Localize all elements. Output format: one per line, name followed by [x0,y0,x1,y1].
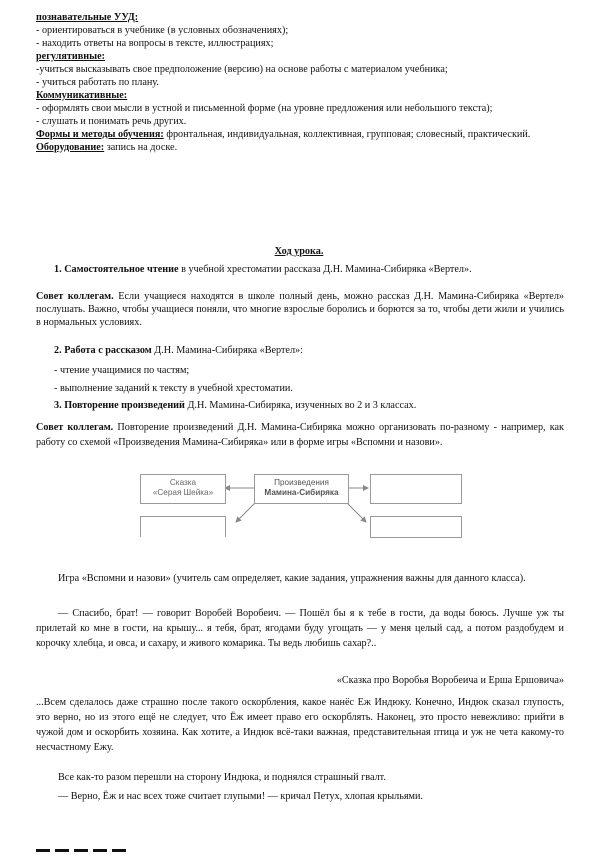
step-text: Д.Н. Мамина-Сибиряка, изученных во 2 и 3 классах. [184,400,417,411]
diagram-box-grey-neck [140,474,226,504]
regulatory-heading: регулятивные: [36,51,105,62]
quote-2-line: Все как-то разом перешли на сторону Индюка, и поднялся страшный гвалт. [58,772,386,783]
advice-text: Если учащиеся находятся в школе полный день, можно рассказ Д.Н. Мамина-Сибиряка «Вертел» послушать. Важно, чтобы учащиеся поняли, что многие взрослые боролись и борются за то, чтобы дети жили и учились в нормальных условиях. [36,291,565,328]
diagram-box-empty [370,474,462,504]
step-text: Д.Н. Мамина-Сибиряка «Вертел»: [151,345,303,356]
cognitive-heading: познавательные УУД: [36,12,139,23]
quote-2: ...Всем сделалось даже страшно после такого оскорбления, какое нанёс Еж Индюку. Конечно, Индюк сказал глупость, это верно, но из этого ещё не следует, что Ёж имеет право его оскорблять. Наконец, это просто невежливо: прийти в чужой дом и оскорбить хозяина. Как хотите, а Индюк всё-таки важная, представительная птица и уж не чета какому-то несчастному Ежу. [36,697,564,753]
step-1 [54,263,564,276]
box-label: Мамина-Сибиряка [264,488,339,497]
diagram-box-empty [140,516,226,537]
box-label: «Серая Шейка» [152,488,214,497]
communicative-item: - оформлять свои мысли в устной и письменной форме (на уровне предложения или небольшого текста); [36,103,493,114]
uud-section [36,11,562,154]
forms-text: фронтальная, индивидуальная, коллективная, групповая; словесный, практический. [163,129,531,140]
works-diagram [140,470,462,538]
diagram-box-empty [370,516,462,538]
regulatory-item: - учиться работать по плану. [36,77,159,88]
step-title: Самостоятельное чтение [64,264,179,275]
equipment-text: запись на доске. [104,142,178,153]
advice-2 [36,420,564,450]
arrow-to-bottom-left-box [236,502,256,522]
game-note: Игра «Вспомни и назови» (учитель сам определяет, какие задания, упражнения важны для данного класса). [58,573,526,584]
arrow-to-bottom-right-box [346,502,366,522]
forms-paragraph [36,128,562,141]
list-item: - выполнение заданий к тексту в учебной хрестоматии. [54,383,293,394]
step-title: Работа с рассказом [64,345,152,356]
step-text: в учебной хрестоматии рассказа Д.Н. Мамина-Сибиряка «Вертел». [178,264,472,275]
lesson-title: Ход урока. [274,246,324,257]
equipment-paragraph [36,141,562,154]
step-3 [54,399,564,412]
quote-1-source: «Сказка про Воробья Воробеича и Ерша Ершовича» [336,675,564,686]
regulatory-item: -учиться высказывать свое предположение (версию) на основе работы с материалом учебника; [36,64,448,75]
advice-label: Совет коллегам. [36,422,114,433]
box-label: Произведения [274,478,329,487]
step-title: Повторение произведений [64,400,185,411]
communicative-item: - слушать и понимать речь других. [36,116,187,127]
forms-label: Формы и методы обучения: [36,129,164,140]
cognitive-item: - находить ответы на вопросы в тексте, иллюстрациях; [36,38,274,49]
step-number: 2. [54,345,62,356]
list-item: - чтение учащимися по частям; [54,365,190,376]
quote-2-line: — Верно, Ёж и нас всех тоже считает глупыми! — кричал Петух, хлопая крыльями. [58,791,423,802]
diagram-box-center [254,474,349,504]
step-number: 1. [54,264,62,275]
step-2 [54,344,564,357]
advice-1 [36,290,564,329]
step-2-items [54,362,564,398]
quote-1: — Спасибо, брат! — говорит Воробей Воробеич. — Пошёл бы я к тебе в гости, да воды боюсь. Лучше уж ты прилетай ко мне в гости, на крышу... я тебя, брат, ягодами буду угощать — у меня целый сад, а потом раздобудем и корочку хлебца, и овса, и сахару, и живого комарика. Ты ведь любишь сахар?.. [36,608,564,649]
box-label: Сказка [169,478,197,487]
communicative-heading: Коммуникативные: [36,90,128,101]
equipment-label: Оборудование: [36,142,105,153]
step-number: 3. [54,400,62,411]
cognitive-item: - ориентироваться в учебнике (в условных обозначениях); [36,25,289,36]
advice-label: Совет коллегам. [36,291,114,302]
advice-text: Повторение произведений Д.Н. Мамина-Сибиряка можно организовать по-разному - например, как работу со схемой «Произведения Мамина-Сибиряка» или в форме игры «Вспомни и назови». [36,422,565,448]
